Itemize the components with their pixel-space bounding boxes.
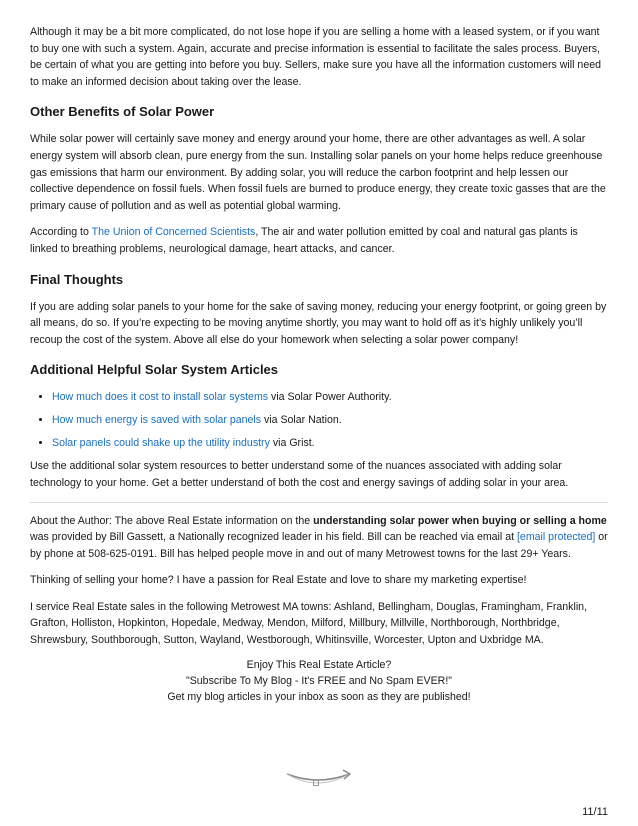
article-link-cost[interactable]: How much does it cost to install solar systems: [52, 391, 269, 404]
cta-line-3: Get my blog articles in your inbox as soon as they are published!: [167, 690, 471, 703]
paragraph-thinking-selling: Thinking of selling your home? I have a passion for Real Estate and love to share my marketing expertise!: [30, 574, 527, 587]
author-text-1: About the Author: The above Real Estate information on the: [30, 514, 314, 527]
list-item: [52, 412, 608, 428]
paragraph-service-towns: I service Real Estate sales in the following Metrowest MA towns: Ashland, Bellingham, Douglas, Framingham, Franklin, Grafton, Holliston, Hopkinton, Hopedale, Medway, Mendon, Milford, Millbury, Millville, Northborough, Northbridge, Shrewsbury, Southborough, Sutton, Wayland, Westborough, Whitinsville, Worcester, Upton and Uxbridge MA.: [30, 600, 588, 647]
cta-line-2: "Subscribe To My Blog - It's FREE and No Spam EVER!": [185, 674, 453, 687]
ucs-text-before: According to: [30, 226, 92, 239]
article-source: via Grist.: [269, 437, 315, 450]
author-email-link[interactable]: [email protected]: [516, 531, 596, 544]
heading-final-thoughts: Final Thoughts: [30, 271, 124, 287]
heading-other-benefits: Other Benefits of Solar Power: [30, 104, 215, 120]
list-item: [52, 389, 608, 405]
article-source: via Solar Power Authority.: [268, 391, 392, 404]
paragraph-use-resources: Use the additional solar system resources to better understand some of the nuances associated with adding solar technology to your home. Get a better understand of both the cost and energy savings of adding solar in your area.: [30, 460, 569, 489]
list-item: [52, 435, 608, 451]
paragraph-author: [30, 513, 608, 563]
cta-line-1: Enjoy This Real Estate Article?: [246, 658, 392, 671]
ucs-link[interactable]: The Union of Concerned Scientists: [91, 226, 256, 239]
paragraph-other-benefits: While solar power will certainly save money and energy around your home, there are other advantages as well. A solar energy system will absorb clean, pure energy from the sun. Installing solar panels on your home helps reduce greenhouse gas emissions that harm our environment. By adding solar, you will reduce the carbon footprint and help lessen our collective dependence on fossil fuels. When fossil fuels are burned to produce energy, they create toxic gasses that are the primary cause of pollution and as well as potential global warming.: [30, 133, 606, 212]
author-text-3: or by phone at 508-625-0191. Bill has helped people move in and out of many Metrowest towns for the last 29+ Years.: [30, 531, 608, 560]
article-source: via Solar Nation.: [261, 414, 342, 427]
ucs-text-after: , The air and water pollution emitted by coal and natural gas plants is linked to breathing problems, neurological damage, heart attacks, and cancer.: [30, 226, 578, 255]
small-box-icon: [313, 780, 319, 786]
subscribe-cta: [30, 657, 608, 705]
paragraph-ucs: [30, 224, 608, 257]
page-number: 11/11: [582, 806, 608, 818]
paragraph-leased-system: Although it may be a bit more complicated, do not lose hope if you are selling a home with a leased system, or if you want to buy one with such a system. Again, accurate and precise information is essential to facilitate the sales process. Buyers, be certain of what you are getting into before you buy. Sellers, make sure you have all the information customers will need to make an informed decision about taking over the lease.: [30, 26, 601, 88]
page-content: [30, 24, 608, 705]
article-link-utility[interactable]: Solar panels could shake up the utility industry: [52, 437, 270, 450]
arrow-swoosh-icon: [283, 764, 353, 794]
author-text-2: was provided by Bill Gassett, a Nationally recognized leader in his field. Bill can be reached via email at: [30, 531, 517, 544]
article-link-energy[interactable]: How much energy is saved with solar panels: [52, 414, 262, 427]
author-bold-topic: understanding solar power when buying or selling a home: [313, 514, 607, 527]
paragraph-final-thoughts: If you are adding solar panels to your home for the sake of saving money, reducing your energy footprint, or going green by all means, do so. If you’re expecting to be moving anytime shortly, you may want to hold off as it’s highly unlikely you’ll recoup the cost of the system. Above all else do your homework when selecting a solar power company!: [30, 300, 607, 346]
articles-list: [30, 389, 608, 451]
divider: [30, 502, 608, 503]
heading-additional-articles: Additional Helpful Solar System Articles: [30, 362, 279, 378]
